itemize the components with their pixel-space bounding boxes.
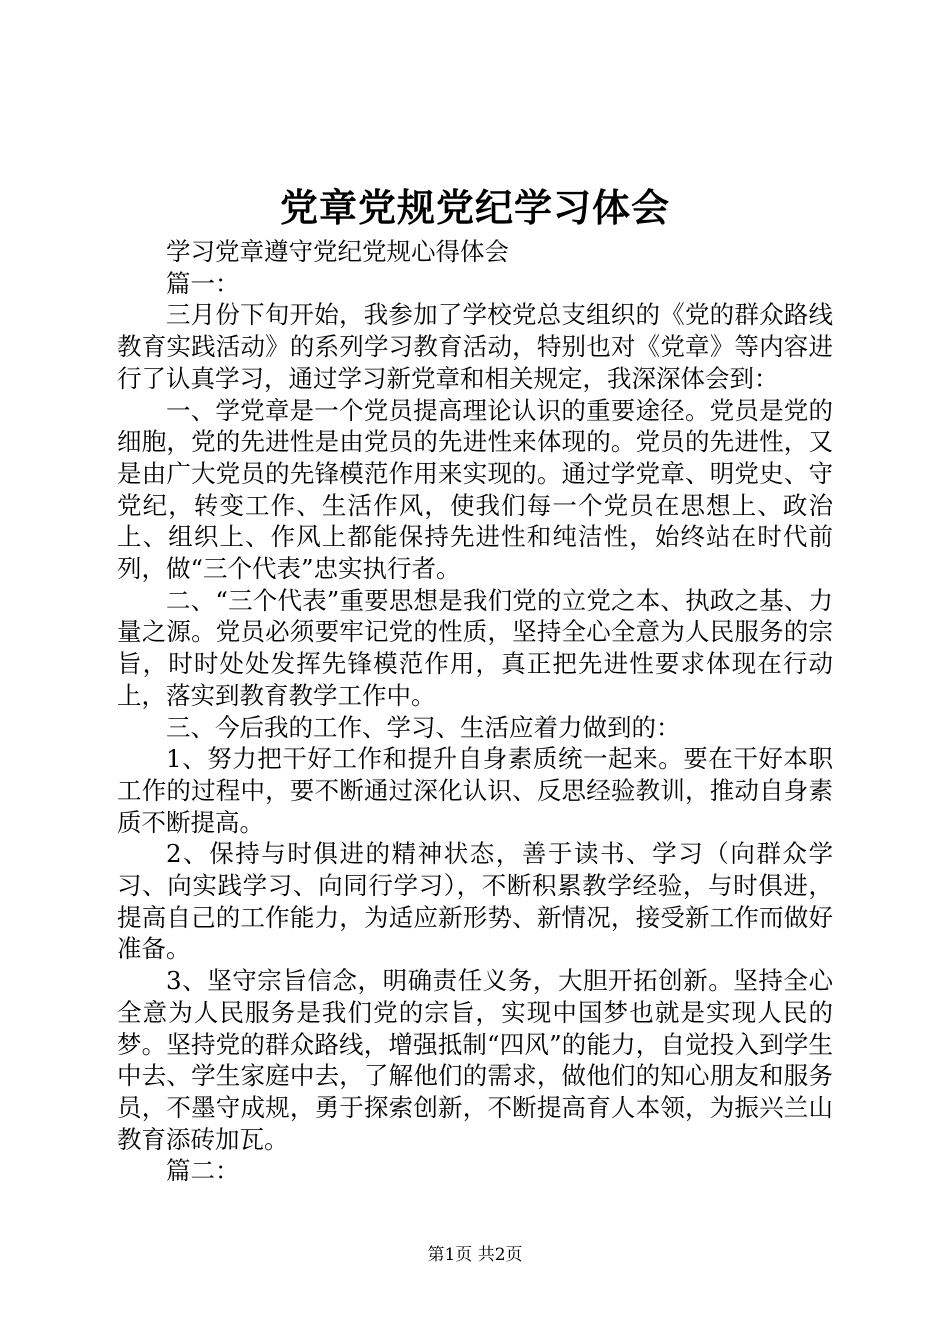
body-paragraph: 三、今后我的工作、学习、生活应着力做到的： <box>166 712 681 742</box>
document-body <box>117 236 833 1187</box>
list-item-paragraph: 1、努力把干好工作和提升自身素质统一起来。要在干好本职工作的过程中，要不断通过深化认识、反思经验教训，推动自身素质不断提高。 <box>117 744 833 837</box>
body-paragraph: 二、“三个代表”重要思想是我们党的立党之本、执政之基、力量之源。党员必须要牢记党的性质，坚持全心全意为人民服务的宗旨，时时处处发挥先锋模范作用，真正把先进性要求体现在行动上，落实到教育教学工作中。 <box>117 585 833 710</box>
list-item-paragraph: 2、保持与时俱进的精神状态，善于读书、学习（向群众学习、向实践学习、向同行学习），不断积累教学经验，与时俱进，提高自己的工作能力，为适应新形势、新情况，接受新工作而做好准备。 <box>117 839 833 964</box>
body-paragraph: 三月份下旬开始，我参加了学校党总支组织的《党的群众路线教育实践活动》的系列学习教育活动，特别也对《党章》等内容进行了认真学习，通过学习新党章和相关规定，我深深体会到： <box>117 300 833 393</box>
page-number-footer: 第1页 共2页 <box>427 1245 523 1265</box>
body-paragraph: 一、学党章是一个党员提高理论认识的重要途径。党员是党的细胞，党的先进性是由党员的先进性来体现的。党员的先进性，又是由广大党员的先锋模范作用来实现的。通过学党章、明党史、守党纪，转变工作、生活作风，使我们每一个党员在思想上、政治上、组织上、作风上都能保持先进性和纯洁性，始终站在时代前列，做“三个代表”忠实执行者。 <box>117 395 833 584</box>
section-heading-part-two: 篇二： <box>166 1156 240 1186</box>
section-heading-part-one: 篇一： <box>166 268 240 298</box>
list-item-paragraph: 3、坚守宗旨信念，明确责任义务，大胆开拓创新。坚持全心全意为人民服务是我们党的宗旨，实现中国梦也就是实现人民的梦。坚持党的群众路线，增强抵制“四风”的能力，自觉投入到学生中去、学生家庭中去，了解他们的需求，做他们的知心朋友和服务员，不墨守成规，勇于探索创新，不断提高育人本领，为振兴兰山教育添砖加瓦。 <box>117 966 833 1154</box>
document-title: 党章党规党纪学习体会 <box>279 185 670 230</box>
subtitle-paragraph: 学习党章遵守党纪党规心得体会 <box>166 237 509 266</box>
